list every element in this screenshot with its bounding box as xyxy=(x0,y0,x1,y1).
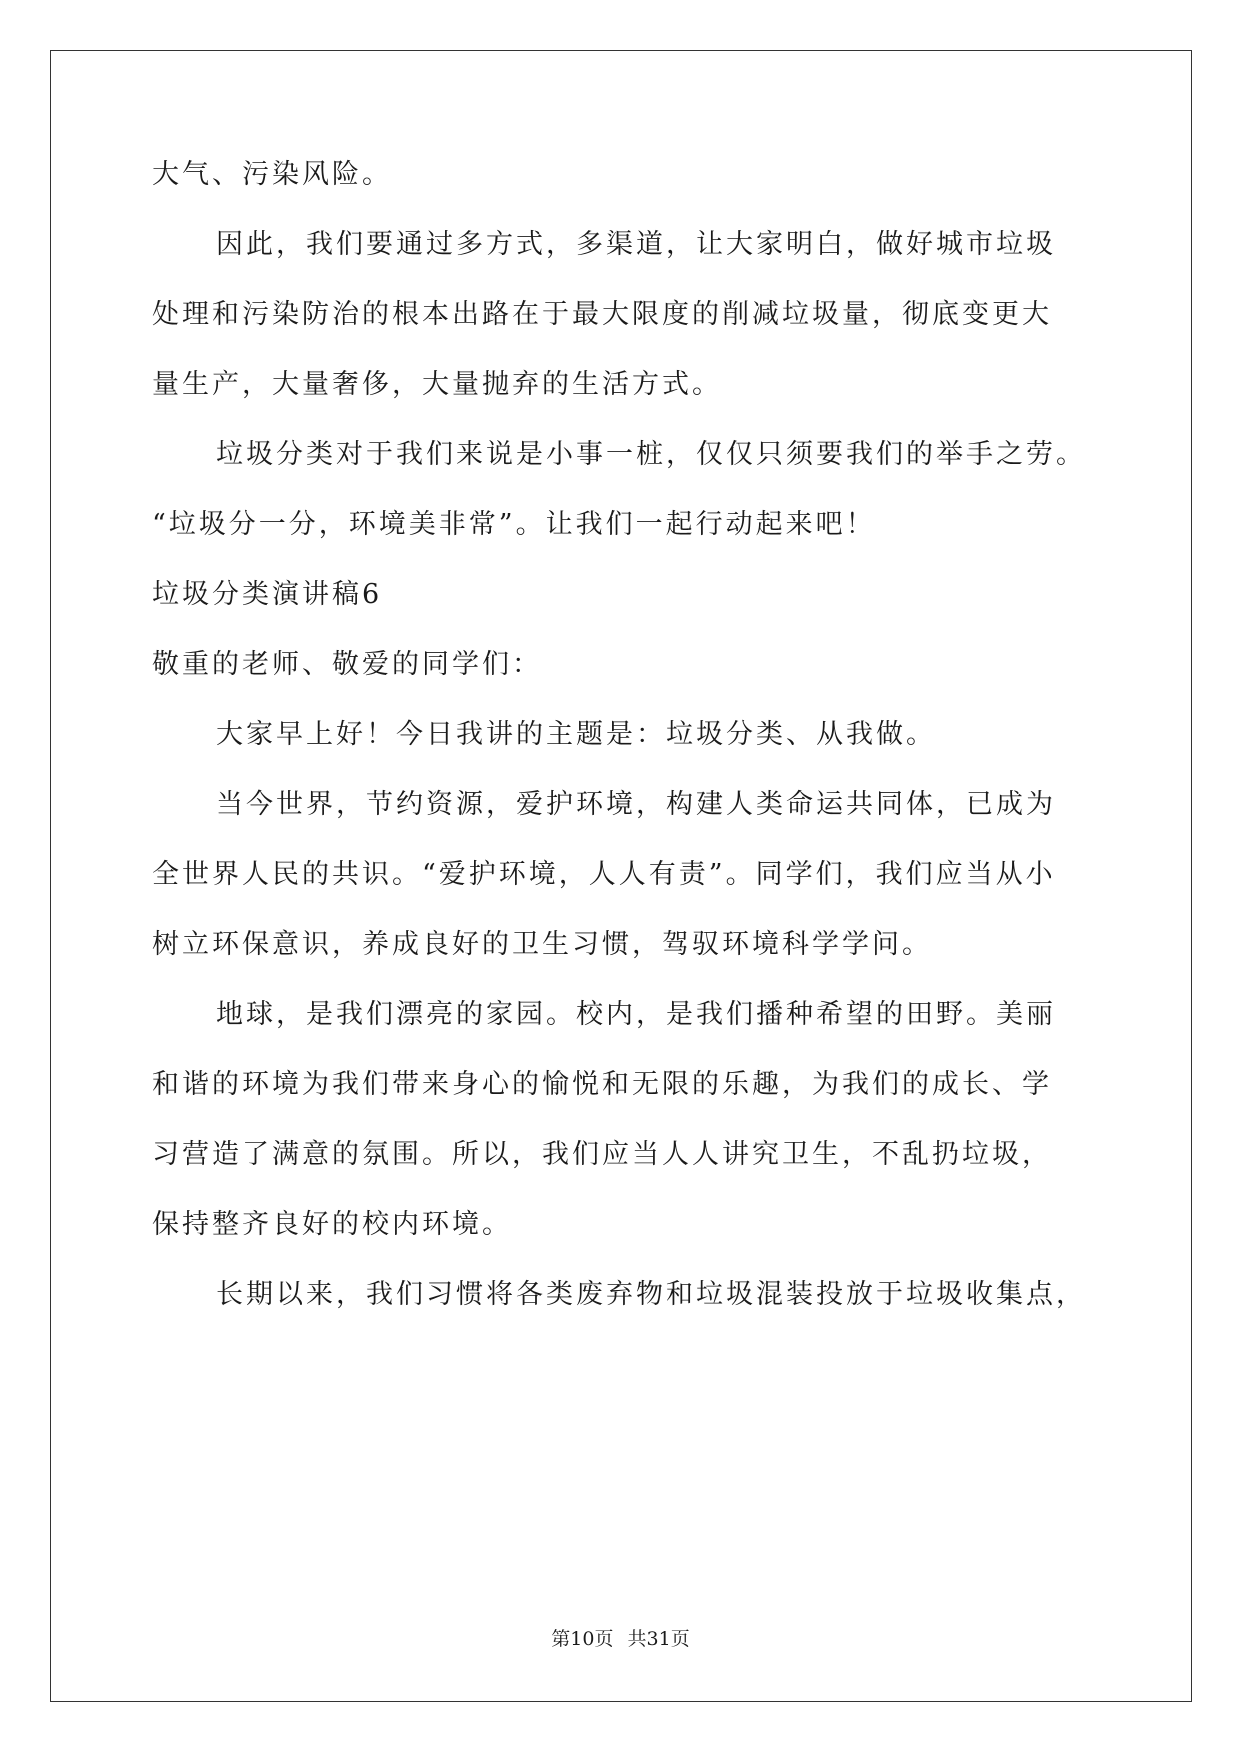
text-line-16: 保持整齐良好的校内环境。 xyxy=(152,1209,512,1240)
text-line-1: 大气、污染风险。 xyxy=(152,159,392,190)
page-total: 共31页 xyxy=(627,1628,690,1650)
paragraph-start-line: 地球，是我们漂亮的家园。校内，是我们播种希望的田野。美丽 xyxy=(216,999,1056,1030)
text-line-3: 处理和污染防治的根本出路在于最大限度的削减垃圾量，彻底变更大 xyxy=(152,299,1052,330)
text-line-15: 习营造了满意的氛围。所以，我们应当人人讲究卫生，不乱扔垃圾， xyxy=(152,1139,1052,1170)
text-line-12: 树立环保意识，养成良好的卫生习惯，驾驭环境科学学问。 xyxy=(152,929,932,960)
paragraph-start-line: 当今世界，节约资源，爱护环境，构建人类命运共同体，已成为 xyxy=(216,789,1056,820)
text-line-11: 全世界人民的共识。“爱护环境，人人有责”。同学们，我们应当从小 xyxy=(152,859,1056,890)
page-number: 第10页 xyxy=(551,1628,614,1650)
paragraph-start-line: 因此，我们要通过多方式，多渠道，让大家明白，做好城市垃圾 xyxy=(216,229,1056,260)
paragraph-start-line: 垃圾分类对于我们来说是小事一桩，仅仅只须要我们的举手之劳。 xyxy=(216,439,1086,470)
page-footer xyxy=(0,1627,1241,1651)
text-line-6: “垃圾分一分，环境美非常”。让我们一起行动起来吧！ xyxy=(152,509,876,540)
text-line-14: 和谐的环境为我们带来身心的愉悦和无限的乐趣，为我们的成长、学 xyxy=(152,1069,1052,1100)
text-line-4: 量生产，大量奢侈，大量抛弃的生活方式。 xyxy=(152,369,722,400)
section-heading: 垃圾分类演讲稿6 xyxy=(152,579,383,610)
paragraph-start-line: 大家早上好！今日我讲的主题是：垃圾分类、从我做。 xyxy=(216,719,936,750)
salutation: 敬重的老师、敬爱的同学们： xyxy=(152,649,542,680)
paragraph-start-line: 长期以来，我们习惯将各类废弃物和垃圾混装投放于垃圾收集点， xyxy=(216,1279,1086,1310)
